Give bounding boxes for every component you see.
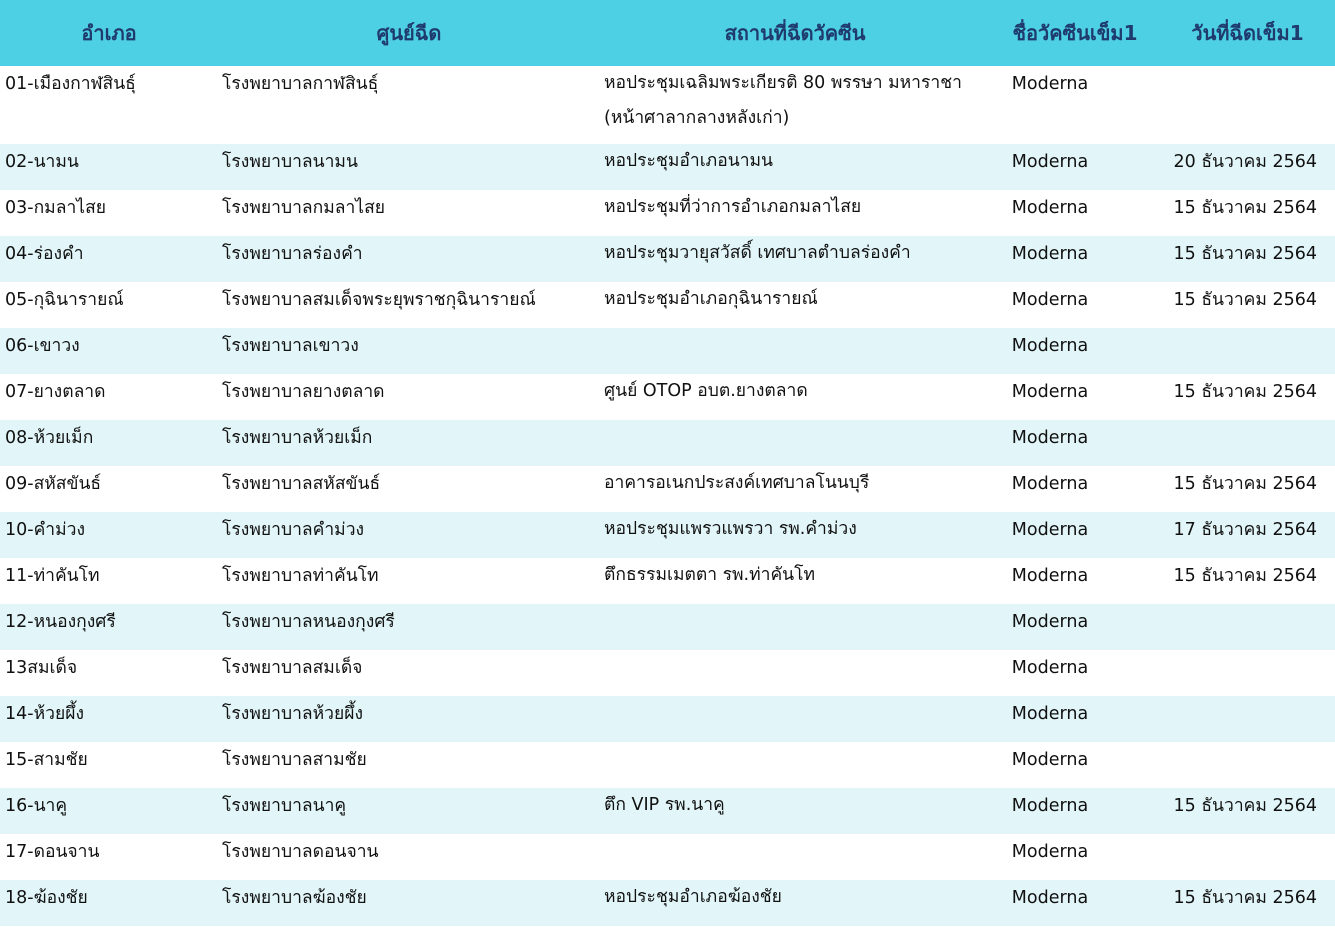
cell-center: โรงพยาบาลนามน: [222, 152, 358, 172]
header-district: อำเภอ: [81, 21, 137, 45]
table-row: [0, 420, 1335, 466]
cell-vaccine: Moderna: [1011, 152, 1089, 172]
cell-district: 14-ห้วยผึ้ง: [5, 704, 84, 724]
table-row: [0, 880, 1335, 926]
cell-vaccine: Moderna: [1011, 842, 1089, 862]
table-row: [0, 650, 1335, 696]
cell-vaccine: Moderna: [1011, 612, 1089, 632]
cell-district: 10-คำม่วง: [5, 520, 86, 540]
cell-district: 17-ดอนจาน: [5, 842, 100, 862]
cell-vaccine: Moderna: [1011, 290, 1089, 310]
table-row: [0, 144, 1335, 190]
cell-date: [1160, 742, 1335, 788]
cell-district: 03-กมลาไสย: [5, 198, 107, 218]
cell-location: [600, 742, 990, 788]
cell-center: โรงพยาบาลสมเด็จ: [222, 658, 363, 678]
table-row: [0, 328, 1335, 374]
cell-date: [1160, 420, 1335, 466]
cell-vaccine: Moderna: [1011, 428, 1089, 448]
cell-center: โรงพยาบาลฆ้องชัย: [222, 888, 367, 908]
cell-date: 20 ธันวาคม 2564: [1173, 152, 1317, 172]
cell-vaccine: Moderna: [1011, 704, 1089, 724]
table-row: [0, 190, 1335, 236]
cell-vaccine: Moderna: [1011, 474, 1089, 494]
cell-date: [1160, 696, 1335, 742]
cell-date: 15 ธันวาคม 2564: [1173, 198, 1317, 218]
cell-center: โรงพยาบาลร่องคำ: [222, 244, 363, 264]
cell-vaccine: Moderna: [1011, 566, 1089, 586]
cell-vaccine: Moderna: [1011, 74, 1089, 94]
cell-district: 13สมเด็จ: [5, 658, 78, 678]
cell-center: โรงพยาบาลห้วยเม็ก: [222, 428, 373, 448]
cell-date: 15 ธันวาคม 2564: [1173, 888, 1317, 908]
cell-district: 07-ยางตลาด: [5, 382, 106, 402]
cell-center: โรงพยาบาลนาคู: [222, 796, 347, 816]
cell-district: 01-เมืองกาฬสินธุ์: [5, 74, 136, 94]
table-row: [0, 512, 1335, 558]
cell-district: 15-สามชัย: [5, 750, 88, 770]
cell-vaccine: Moderna: [1011, 750, 1089, 770]
cell-location: [600, 328, 990, 374]
cell-date: 15 ธันวาคม 2564: [1173, 566, 1317, 586]
cell-date: 15 ธันวาคม 2564: [1173, 474, 1317, 494]
cell-location: ตึกธรรมเมตตา รพ.ท่าคันโท: [604, 565, 816, 585]
cell-location: [600, 696, 990, 742]
table-row: [0, 696, 1335, 742]
cell-date: [1160, 66, 1335, 144]
table-row: [0, 236, 1335, 282]
cell-date: 17 ธันวาคม 2564: [1173, 520, 1317, 540]
cell-center: โรงพยาบาลเขาวง: [222, 336, 359, 356]
cell-vaccine: Moderna: [1011, 382, 1089, 402]
cell-location: หอประชุมอำเภอฆ้องชัย: [604, 887, 782, 907]
cell-vaccine: Moderna: [1011, 336, 1089, 356]
cell-district: 16-นาคู: [5, 796, 68, 816]
cell-vaccine: Moderna: [1011, 244, 1089, 264]
cell-location: หอประชุมเฉลิมพระเกียรติ 80 พรรษา มหาราชา (หน้าศาลากลางหลังเก่า): [604, 73, 962, 128]
cell-location: ศูนย์ OTOP อบต.ยางตลาด: [604, 381, 808, 401]
table-row: [0, 604, 1335, 650]
cell-location: หอประชุมที่ว่าการอำเภอกมลาไสย: [604, 197, 862, 217]
header-center: ศูนย์ฉีด: [376, 21, 442, 45]
cell-center: โรงพยาบาลสามชัย: [222, 750, 367, 770]
cell-location: [600, 420, 990, 466]
table-header: [0, 0, 1335, 66]
cell-location: [600, 834, 990, 880]
cell-date: [1160, 834, 1335, 880]
cell-location: [600, 650, 990, 696]
cell-district: 02-นามน: [5, 152, 79, 172]
header-vaccine: ชื่อวัคซีนเข็ม1: [1012, 21, 1138, 45]
cell-date: 15 ธันวาคม 2564: [1173, 244, 1317, 264]
header-row: [0, 0, 1335, 66]
table-row: [0, 558, 1335, 604]
table-row: [0, 374, 1335, 420]
cell-vaccine: Moderna: [1011, 520, 1089, 540]
cell-center: โรงพยาบาลสมเด็จพระยุพราชกุฉินารายณ์: [222, 290, 536, 310]
cell-date: [1160, 650, 1335, 696]
cell-center: โรงพยาบาลกาฬสินธุ์: [222, 74, 379, 94]
cell-location: หอประชุมอำเภอกุฉินารายณ์: [604, 289, 818, 309]
table-row: [0, 282, 1335, 328]
cell-district: 18-ฆ้องชัย: [5, 888, 88, 908]
cell-date: [1160, 328, 1335, 374]
cell-district: 11-ท่าคันโท: [5, 566, 100, 586]
cell-location: หอประชุมวายุสวัสดิ์ เทศบาลตำบลร่องคำ: [604, 243, 911, 263]
cell-center: โรงพยาบาลท่าคันโท: [222, 566, 379, 586]
table-body: [0, 66, 1335, 926]
cell-vaccine: Moderna: [1011, 888, 1089, 908]
cell-date: 15 ธันวาคม 2564: [1173, 382, 1317, 402]
cell-district: 12-หนองกุงศรี: [5, 612, 116, 632]
table-row: [0, 742, 1335, 788]
cell-location: [600, 604, 990, 650]
cell-location: หอประชุมแพรวแพรวา รพ.คำม่วง: [604, 519, 857, 539]
table-row: [0, 66, 1335, 144]
cell-district: 09-สหัสขันธ์: [5, 474, 102, 494]
cell-district: 05-กุฉินารายณ์: [5, 290, 124, 310]
table-row: [0, 466, 1335, 512]
header-location: สถานที่ฉีดวัคซีน: [724, 21, 866, 45]
table-row: [0, 834, 1335, 880]
cell-center: โรงพยาบาลดอนจาน: [222, 842, 379, 862]
cell-vaccine: Moderna: [1011, 796, 1089, 816]
cell-district: 04-ร่องคำ: [5, 244, 84, 264]
cell-center: โรงพยาบาลหนองกุงศรี: [222, 612, 395, 632]
cell-district: 06-เขาวง: [5, 336, 80, 356]
header-date: วันที่ฉีดเข็ม1: [1191, 21, 1304, 45]
cell-date: 15 ธันวาคม 2564: [1173, 796, 1317, 816]
cell-location: ตึก VIP รพ.นาคู: [604, 795, 725, 815]
cell-date: [1160, 604, 1335, 650]
cell-center: โรงพยาบาลห้วยผึ้ง: [222, 704, 364, 724]
cell-vaccine: Moderna: [1011, 658, 1089, 678]
cell-location: หอประชุมอำเภอนามน: [604, 151, 774, 171]
cell-center: โรงพยาบาลกมลาไสย: [222, 198, 386, 218]
cell-center: โรงพยาบาลคำม่วง: [222, 520, 365, 540]
cell-date: 15 ธันวาคม 2564: [1173, 290, 1317, 310]
cell-district: 08-ห้วยเม็ก: [5, 428, 94, 448]
table-row: [0, 788, 1335, 834]
cell-location: อาคารอเนกประสงค์เทศบาลโนนบุรี: [604, 473, 870, 493]
cell-center: โรงพยาบาลยางตลาด: [222, 382, 385, 402]
cell-center: โรงพยาบาลสหัสขันธ์: [222, 474, 381, 494]
cell-vaccine: Moderna: [1011, 198, 1089, 218]
